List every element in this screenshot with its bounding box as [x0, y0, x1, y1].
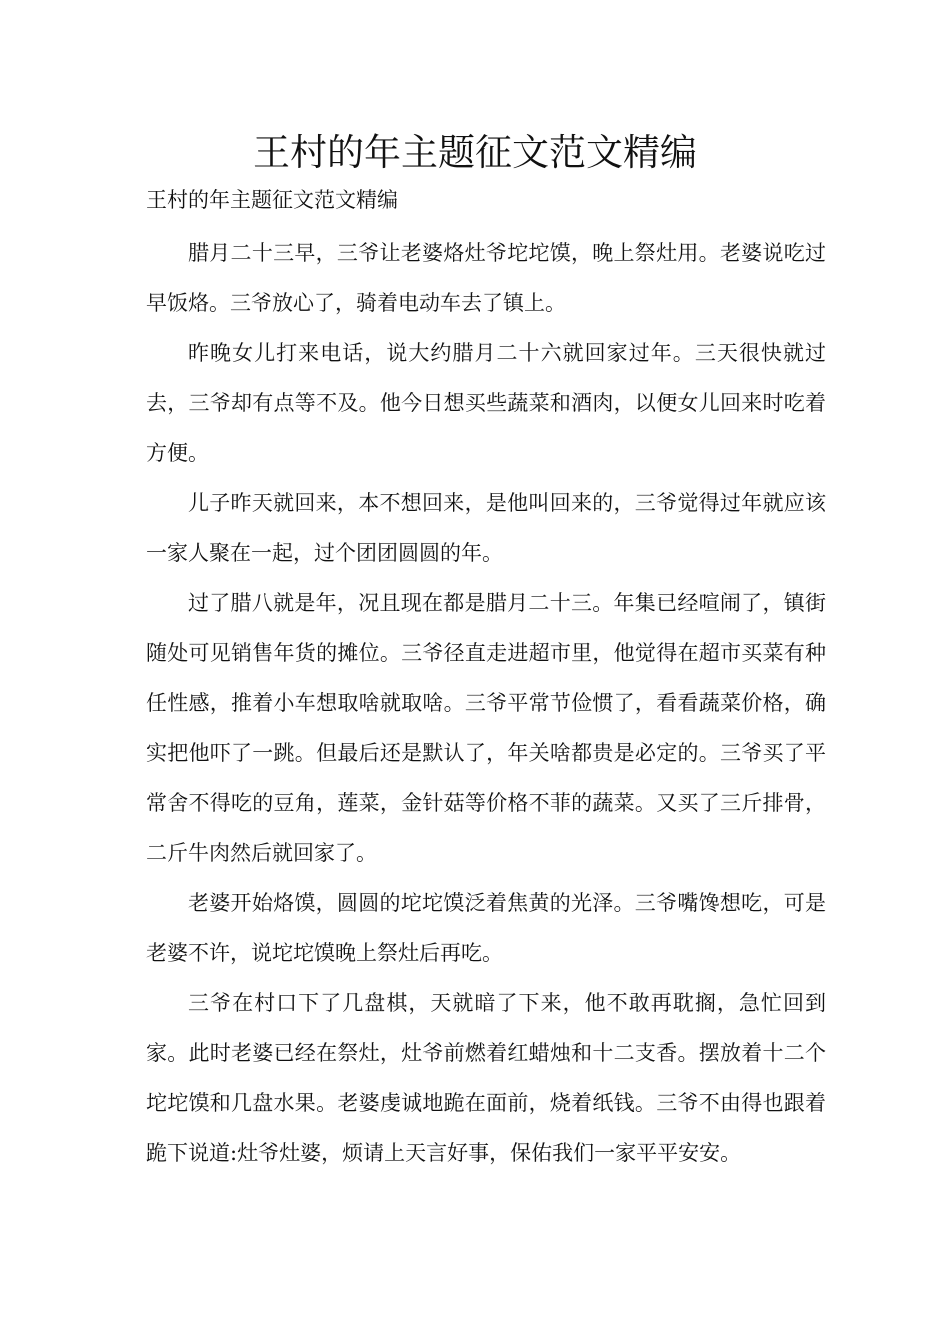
- paragraph: 老婆开始烙馍，圆圆的坨坨馍泛着焦黄的光泽。三爷嘴馋想吃，可是老婆不许，说坨坨馍晚上祭灶后再吃。: [146, 891, 826, 965]
- paragraph: 腊月二十三早，三爷让老婆烙灶爷坨坨馍，晚上祭灶用。老婆说吃过早饭烙。三爷放心了，骑着电动车去了镇上。: [146, 241, 826, 315]
- paragraph: 昨晚女儿打来电话，说大约腊月二十六就回家过年。三天很快就过去，三爷却有点等不及。他今日想买些蔬菜和酒肉，以便女儿回来时吃着方便。: [146, 341, 826, 465]
- document-subtitle: 王村的年主题征文范文精编: [146, 188, 398, 212]
- paragraph: 儿子昨天就回来，本不想回来，是他叫回来的，三爷觉得过年就应该一家人聚在一起，过个团团圆圆的年。: [146, 491, 826, 565]
- document-title: 王村的年主题征文范文精编: [253, 131, 697, 174]
- paragraph: 三爷在村口下了几盘棋，天就暗了下来，他不敢再耽搁，急忙回到家。此时老婆已经在祭灶，灶爷前燃着红蜡烛和十二支香。摆放着十二个坨坨馍和几盘水果。老婆虔诚地跪在面前，烧着纸钱。三爷不由得也跟着跪下说道:灶爷灶婆，烦请上天言好事，保佑我们一家平平安安。: [146, 991, 826, 1165]
- paragraph: 过了腊八就是年，况且现在都是腊月二十三。年集已经喧闹了，镇街随处可见销售年货的摊位。三爷径直走进超市里，他觉得在超市买菜有种任性感，推着小车想取啥就取啥。三爷平常节俭惯了，看看蔬菜价格，确实把他吓了一跳。但最后还是默认了，年关啥都贵是必定的。三爷买了平常舍不得吃的豆角，莲菜，金针菇等价格不菲的蔬菜。又买了三斤排骨，二斤牛肉然后就回家了。: [146, 591, 826, 865]
- document-body: [146, 228, 826, 1178]
